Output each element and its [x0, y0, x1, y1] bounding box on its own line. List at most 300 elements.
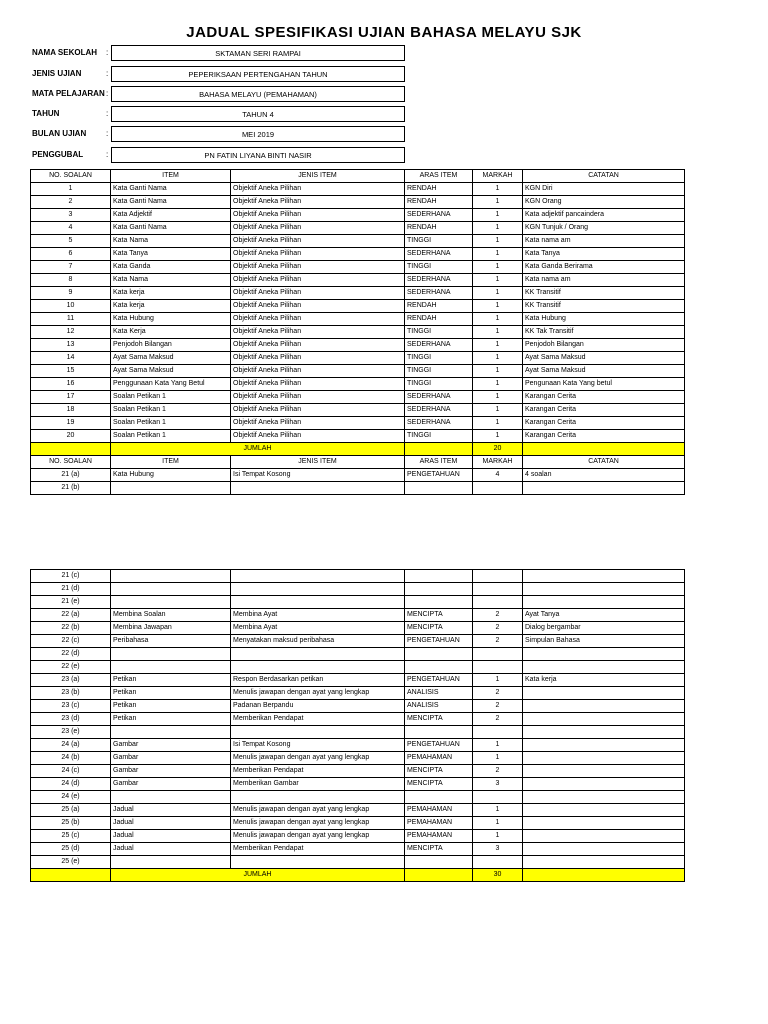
table-cell: [111, 726, 231, 739]
table-cell: 2: [473, 713, 523, 726]
table-row: [31, 248, 685, 261]
table-row: [31, 804, 685, 817]
table-cell: [111, 596, 231, 609]
table-cell: Memberikan Pendapat: [231, 765, 405, 778]
table-cell: 1: [473, 739, 523, 752]
table-cell: TINGGI: [405, 430, 473, 443]
table-cell: [31, 869, 111, 882]
table-cell: 1: [31, 183, 111, 196]
table-cell: [405, 726, 473, 739]
table-cell: MENCIPTA: [405, 843, 473, 856]
table-cell: Gambar: [111, 765, 231, 778]
table-row: [31, 235, 685, 248]
table-cell: 15: [31, 365, 111, 378]
table-row: [31, 430, 685, 443]
column-header: CATATAN: [523, 456, 685, 469]
table-cell: 13: [31, 339, 111, 352]
table-row: [31, 261, 685, 274]
table-cell: [111, 661, 231, 674]
table-row: [31, 365, 685, 378]
table-cell: [111, 482, 231, 495]
table-cell: Petikan: [111, 687, 231, 700]
table-cell: Objektif Aneka Pilihan: [231, 430, 405, 443]
table-cell: Objektif Aneka Pilihan: [231, 417, 405, 430]
table-row: [31, 791, 685, 804]
table-cell: Isi Tempat Kosong: [231, 739, 405, 752]
header-value-penggubal: PN FATIN LIYANA BINTI NASIR: [111, 147, 405, 163]
table-cell: Objektif Aneka Pilihan: [231, 404, 405, 417]
table-cell: 24 (d): [31, 778, 111, 791]
table-cell: Objektif Aneka Pilihan: [231, 261, 405, 274]
table-cell: TINGGI: [405, 378, 473, 391]
table-cell: 4: [473, 469, 523, 482]
table-cell: 9: [31, 287, 111, 300]
table-cell: 23 (d): [31, 713, 111, 726]
table-cell: [523, 583, 685, 596]
table-cell: KGN Diri: [523, 183, 685, 196]
table-cell: Ayat Sama Maksud: [523, 365, 685, 378]
table-cell: [473, 648, 523, 661]
table-cell: Kata Adjektif: [111, 209, 231, 222]
table-cell: Kata kerja: [111, 287, 231, 300]
table-cell: 11: [31, 313, 111, 326]
table-cell: 16: [31, 378, 111, 391]
table-cell: 18: [31, 404, 111, 417]
table-cell: RENDAH: [405, 196, 473, 209]
table-row: [31, 765, 685, 778]
table-cell: 1: [473, 804, 523, 817]
column-header: CATATAN: [523, 170, 685, 183]
table-header-row: [31, 170, 685, 183]
table-cell: Kata Hubung: [523, 313, 685, 326]
table-cell: 21 (b): [31, 482, 111, 495]
table-cell: Kata Nama: [111, 274, 231, 287]
table-cell: Kata Kerja: [111, 326, 231, 339]
table-cell: Objektif Aneka Pilihan: [231, 352, 405, 365]
table-row: [31, 700, 685, 713]
table-cell: PEMAHAMAN: [405, 752, 473, 765]
table-cell: 2: [473, 622, 523, 635]
column-header: NO. SOALAN: [31, 456, 111, 469]
table-cell: 25 (c): [31, 830, 111, 843]
table-row: [31, 391, 685, 404]
table-cell: Soalan Petikan 1: [111, 430, 231, 443]
table-cell: Respon Berdasarkan petikan: [231, 674, 405, 687]
table-cell: Objektif Aneka Pilihan: [231, 391, 405, 404]
table-cell: Kata Ganti Nama: [111, 222, 231, 235]
table-row: [31, 609, 685, 622]
table-row: [31, 196, 685, 209]
table-cell: 22 (c): [31, 635, 111, 648]
table-cell: SEDERHANA: [405, 248, 473, 261]
page-title: JADUAL SPESIFIKASI UJIAN BAHASA MELAYU SJK: [186, 24, 582, 41]
table-cell: [405, 583, 473, 596]
table-cell: Objektif Aneka Pilihan: [231, 313, 405, 326]
table-row: [31, 661, 685, 674]
table-row: [31, 378, 685, 391]
table-cell: Memberikan Pendapat: [231, 713, 405, 726]
table-cell: Objektif Aneka Pilihan: [231, 196, 405, 209]
table-cell: 10: [31, 300, 111, 313]
table-cell: SEDERHANA: [405, 391, 473, 404]
table-cell: Karangan Cerita: [523, 417, 685, 430]
table-cell: 1: [473, 430, 523, 443]
table-cell: MENCIPTA: [405, 765, 473, 778]
table-cell: 21 (c): [31, 570, 111, 583]
table-cell: Kata nama am: [523, 274, 685, 287]
table-cell: KK Transitif: [523, 300, 685, 313]
table-cell: 23 (b): [31, 687, 111, 700]
table-cell: [473, 570, 523, 583]
header-label: BULAN UJIAN: [32, 129, 87, 138]
table-cell: [523, 817, 685, 830]
header-value-nama-sekolah: SKTAMAN SERI RAMPAI: [111, 45, 405, 61]
table-row: [31, 596, 685, 609]
table-cell: [405, 661, 473, 674]
table-cell: Jadual: [111, 843, 231, 856]
table-cell: [231, 583, 405, 596]
table-cell: [231, 482, 405, 495]
table-cell: [405, 482, 473, 495]
table-cell: [111, 856, 231, 869]
table-cell: 3: [31, 209, 111, 222]
table-row: [31, 404, 685, 417]
table-cell: Karangan Cerita: [523, 391, 685, 404]
table-row: [31, 687, 685, 700]
table-cell: [473, 661, 523, 674]
table-cell: Kata Hubung: [111, 469, 231, 482]
table-cell: SEDERHANA: [405, 287, 473, 300]
table-cell: Objektif Aneka Pilihan: [231, 222, 405, 235]
table-cell: 5: [31, 235, 111, 248]
table-row: [31, 352, 685, 365]
table-cell: PEMAHAMAN: [405, 830, 473, 843]
header-colon: :: [106, 69, 109, 78]
table-cell: Menulis jawapan dengan ayat yang lengkap: [231, 687, 405, 700]
header-label: PENGGUBAL: [32, 150, 84, 159]
table-row: [31, 739, 685, 752]
table-row: [31, 300, 685, 313]
table-cell: Menyatakan maksud peribahasa: [231, 635, 405, 648]
table-cell: [523, 804, 685, 817]
table-cell: [523, 739, 685, 752]
table-cell: 1: [473, 378, 523, 391]
table-cell: 1: [473, 287, 523, 300]
table-cell: [523, 830, 685, 843]
table-cell: Kata Tanya: [111, 248, 231, 261]
table-row: [31, 817, 685, 830]
table-cell: [405, 596, 473, 609]
table-cell: Soalan Petikan 1: [111, 417, 231, 430]
table-cell: 1: [473, 417, 523, 430]
table-cell: [523, 752, 685, 765]
table-cell: [231, 726, 405, 739]
table-cell: 7: [31, 261, 111, 274]
table-cell: [231, 570, 405, 583]
table-cell: 1: [473, 300, 523, 313]
table-cell: 3: [473, 778, 523, 791]
table-cell: SEDERHANA: [405, 417, 473, 430]
table-cell: PENGETAHUAN: [405, 674, 473, 687]
table-cell: [405, 648, 473, 661]
table-row: [31, 274, 685, 287]
table-row: [31, 222, 685, 235]
table-cell: 1: [473, 830, 523, 843]
table-cell: 1: [473, 752, 523, 765]
table-cell: [473, 856, 523, 869]
table-cell: Gambar: [111, 778, 231, 791]
column-header: ITEM: [111, 456, 231, 469]
table-cell: 12: [31, 326, 111, 339]
table-cell: 23 (e): [31, 726, 111, 739]
table-cell: Memberikan Pendapat: [231, 843, 405, 856]
table-row: [31, 713, 685, 726]
table-cell: MENCIPTA: [405, 778, 473, 791]
column-header: ARAS ITEM: [405, 456, 473, 469]
table-cell: Objektif Aneka Pilihan: [231, 248, 405, 261]
column-header: ITEM: [111, 170, 231, 183]
table-cell: TINGGI: [405, 261, 473, 274]
table-cell: Menulis jawapan dengan ayat yang lengkap: [231, 817, 405, 830]
table-cell: PEMAHAMAN: [405, 804, 473, 817]
table-cell: 25 (d): [31, 843, 111, 856]
table-row: [31, 583, 685, 596]
header-colon: :: [106, 129, 109, 138]
table-cell: PEMAHAMAN: [405, 817, 473, 830]
table-cell: [523, 661, 685, 674]
table-cell: 22 (a): [31, 609, 111, 622]
column-header: ARAS ITEM: [405, 170, 473, 183]
table-cell: Jadual: [111, 817, 231, 830]
table-cell: 22 (d): [31, 648, 111, 661]
table-cell: 2: [473, 609, 523, 622]
table-cell: Padanan Berpandu: [231, 700, 405, 713]
table-cell: Dialog bergambar: [523, 622, 685, 635]
column-header: JENIS ITEM: [231, 170, 405, 183]
table-cell: PENGETAHUAN: [405, 635, 473, 648]
table-cell: Menulis jawapan dengan ayat yang lengkap: [231, 830, 405, 843]
table-row: [31, 209, 685, 222]
table-cell: 1: [473, 183, 523, 196]
column-header: NO. SOALAN: [31, 170, 111, 183]
table-cell: Karangan Cerita: [523, 430, 685, 443]
table-cell: 2: [473, 635, 523, 648]
table-cell: 23 (c): [31, 700, 111, 713]
table-cell: Objektif Aneka Pilihan: [231, 365, 405, 378]
table-cell: 24 (b): [31, 752, 111, 765]
header-value-bulan-ujian: MEI 2019: [111, 126, 405, 142]
table-cell: [231, 856, 405, 869]
table-cell: 1: [473, 222, 523, 235]
table-cell: Kata Ganda: [111, 261, 231, 274]
table-cell: [231, 596, 405, 609]
table-cell: 25 (e): [31, 856, 111, 869]
table-row: [31, 339, 685, 352]
table-cell: [523, 869, 685, 882]
table-cell: Gambar: [111, 739, 231, 752]
table-cell: 1: [473, 339, 523, 352]
table-cell: 2: [31, 196, 111, 209]
header-label: TAHUN: [32, 109, 60, 118]
header-colon: :: [106, 48, 109, 57]
table-cell: Membina Ayat: [231, 622, 405, 635]
table-cell: 17: [31, 391, 111, 404]
table-cell: TINGGI: [405, 365, 473, 378]
header-label: JENIS UJIAN: [32, 69, 82, 78]
table-cell: [523, 778, 685, 791]
table-cell: KGN Tunjuk / Orang: [523, 222, 685, 235]
table-cell: [523, 713, 685, 726]
table-cell: Karangan Cerita: [523, 404, 685, 417]
table-cell: Objektif Aneka Pilihan: [231, 300, 405, 313]
table-cell: Objektif Aneka Pilihan: [231, 209, 405, 222]
table-row: [31, 726, 685, 739]
table-row: [31, 635, 685, 648]
table-cell: 8: [31, 274, 111, 287]
table-cell: [231, 791, 405, 804]
table-cell: Kata kerja: [111, 300, 231, 313]
table-cell: Kata Ganti Nama: [111, 183, 231, 196]
table-row: [31, 326, 685, 339]
table-cell: 20: [31, 430, 111, 443]
column-header: JENIS ITEM: [231, 456, 405, 469]
table-cell: [523, 765, 685, 778]
table-cell: Objektif Aneka Pilihan: [231, 274, 405, 287]
table-cell: MENCIPTA: [405, 622, 473, 635]
table-cell: 1: [473, 674, 523, 687]
total-value: 20: [473, 443, 523, 456]
total-value: 30: [473, 869, 523, 882]
table-cell: [523, 843, 685, 856]
table-row: [31, 287, 685, 300]
table-row: [31, 183, 685, 196]
spec-table-top: [30, 169, 685, 495]
table-cell: SEDERHANA: [405, 209, 473, 222]
table-cell: 19: [31, 417, 111, 430]
table-cell: [473, 596, 523, 609]
table-cell: Petikan: [111, 674, 231, 687]
spec-table-bottom: [30, 569, 685, 882]
table-row: [31, 778, 685, 791]
table-cell: PENGETAHUAN: [405, 469, 473, 482]
table-cell: RENDAH: [405, 222, 473, 235]
table-cell: Objektif Aneka Pilihan: [231, 287, 405, 300]
table-cell: ANALISIS: [405, 687, 473, 700]
table-cell: [523, 596, 685, 609]
table-row: [31, 313, 685, 326]
table-cell: Membina Soalan: [111, 609, 231, 622]
table-cell: 4 soalan: [523, 469, 685, 482]
table-cell: ANALISIS: [405, 700, 473, 713]
table-cell: 3: [473, 843, 523, 856]
table-cell: Kata nama am: [523, 235, 685, 248]
table-cell: Menulis jawapan dengan ayat yang lengkap: [231, 752, 405, 765]
table-cell: Kata adjektif pancaindera: [523, 209, 685, 222]
table-cell: 1: [473, 817, 523, 830]
table-cell: Kata Ganti Nama: [111, 196, 231, 209]
table-cell: SEDERHANA: [405, 339, 473, 352]
table-cell: [523, 570, 685, 583]
table-cell: 14: [31, 352, 111, 365]
table-cell: 1: [473, 248, 523, 261]
header-label: MATA PELAJARAN: [32, 89, 105, 98]
table-cell: 1: [473, 261, 523, 274]
table-cell: 1: [473, 352, 523, 365]
table-cell: 1: [473, 404, 523, 417]
table-cell: PENGETAHUAN: [405, 739, 473, 752]
table-cell: Petikan: [111, 713, 231, 726]
table-cell: 1: [473, 391, 523, 404]
table-cell: MENCIPTA: [405, 713, 473, 726]
table-cell: Ayat Sama Maksud: [111, 365, 231, 378]
table-cell: [523, 726, 685, 739]
table-row: [31, 417, 685, 430]
table-cell: [405, 570, 473, 583]
header-value-jenis-ujian: PEPERIKSAAN PERTENGAHAN TAHUN: [111, 66, 405, 82]
table-cell: Kata kerja: [523, 674, 685, 687]
table-cell: [523, 856, 685, 869]
header-colon: :: [106, 150, 109, 159]
table-cell: TINGGI: [405, 235, 473, 248]
table-cell: 24 (a): [31, 739, 111, 752]
table-cell: Jadual: [111, 804, 231, 817]
header-colon: :: [106, 89, 109, 98]
table-cell: Gambar: [111, 752, 231, 765]
table-cell: 1: [473, 326, 523, 339]
table-row: [31, 648, 685, 661]
table-cell: [405, 443, 473, 456]
table-row: [31, 843, 685, 856]
table-header-row: [31, 456, 685, 469]
table-cell: Menulis jawapan dengan ayat yang lengkap: [231, 804, 405, 817]
table-cell: Penjodoh Bilangan: [111, 339, 231, 352]
table-row: [31, 674, 685, 687]
table-cell: Objektif Aneka Pilihan: [231, 326, 405, 339]
table-row: [31, 622, 685, 635]
table-cell: Pengunaan Kata Yang betul: [523, 378, 685, 391]
header-value-tahun: TAHUN 4: [111, 106, 405, 122]
table-cell: RENDAH: [405, 183, 473, 196]
table-cell: 21 (e): [31, 596, 111, 609]
table-cell: TINGGI: [405, 352, 473, 365]
total-row: [31, 443, 685, 456]
table-cell: 1: [473, 274, 523, 287]
table-cell: KGN Orang: [523, 196, 685, 209]
table-cell: Kata Nama: [111, 235, 231, 248]
table-cell: Membina Jawapan: [111, 622, 231, 635]
table-cell: [523, 648, 685, 661]
table-cell: [231, 661, 405, 674]
table-cell: SEDERHANA: [405, 274, 473, 287]
table-cell: KK Transitif: [523, 287, 685, 300]
table-cell: Membina Ayat: [231, 609, 405, 622]
table-cell: [405, 856, 473, 869]
table-cell: 1: [473, 365, 523, 378]
table-cell: Soalan Petikan 1: [111, 404, 231, 417]
table-cell: 23 (a): [31, 674, 111, 687]
table-cell: Kata Tanya: [523, 248, 685, 261]
table-cell: [523, 443, 685, 456]
table-cell: Objektif Aneka Pilihan: [231, 339, 405, 352]
table-cell: 1: [473, 196, 523, 209]
total-row: [31, 869, 685, 882]
table-cell: 22 (e): [31, 661, 111, 674]
total-label: JUMLAH: [111, 443, 405, 456]
table-cell: 24 (e): [31, 791, 111, 804]
header-colon: :: [106, 109, 109, 118]
table-cell: [111, 570, 231, 583]
table-row: [31, 570, 685, 583]
